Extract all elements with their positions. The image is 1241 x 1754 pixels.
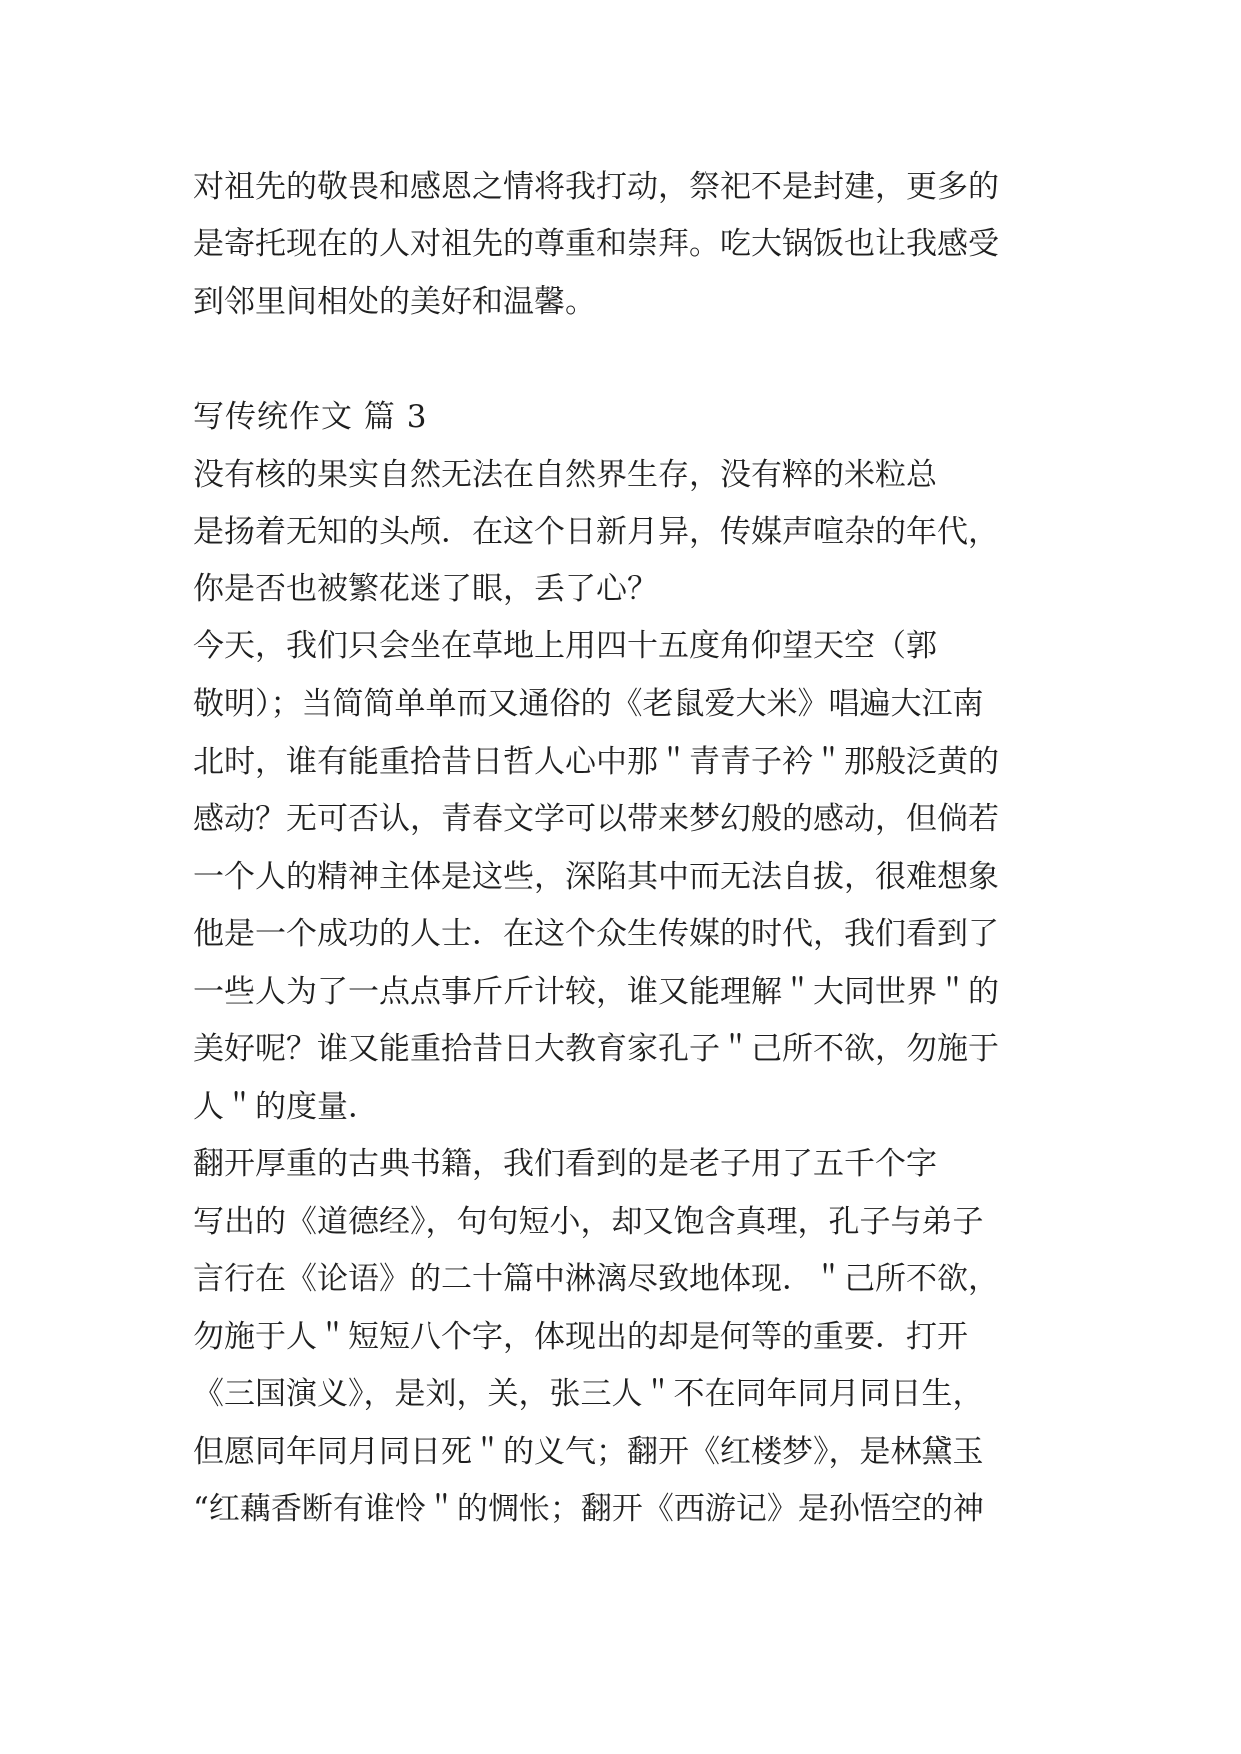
paragraph-line: 人＂的度量．	[193, 1089, 379, 1125]
paragraph-line: 一个人的精神主体是这些，深陷其中而无法自拔，很难想象	[193, 859, 999, 895]
paragraph-line: 今天，我们只会坐在草地上用四十五度角仰望天空（郭	[193, 628, 937, 664]
paragraph-line: 一些人为了一点点事斤斤计较，谁又能理解＂大同世界＂的	[193, 974, 999, 1010]
paragraph-line: 但愿同年同月同日死＂的义气；翻开《红楼梦》，是林黛玉	[193, 1434, 984, 1470]
paragraph-line: 没有核的果实自然无法在自然界生存，没有粹的米粒总	[193, 457, 937, 493]
paragraph-line: 美好呢？谁又能重拾昔日大教育家孔子＂己所不欲，勿施于	[193, 1031, 999, 1067]
paragraph-line: 你是否也被繁花迷了眼，丢了心？	[193, 571, 658, 607]
paragraph-line: 感动？无可否认，青春文学可以带来梦幻般的感动，但倘若	[193, 801, 999, 837]
intro-line: 对祖先的敬畏和感恩之情将我打动，祭祀不是封建，更多的	[193, 169, 999, 205]
paragraph-line: 北时，谁有能重拾昔日哲人心中那＂青青子衿＂那般泛黄的	[193, 744, 999, 780]
paragraph-line: 言行在《论语》的二十篇中淋漓尽致地体现．＂己所不欲，	[193, 1261, 999, 1297]
paragraph-line: 勿施于人＂短短八个字，体现出的却是何等的重要．打开	[193, 1319, 968, 1355]
section-title: 写传统作文 篇 3	[193, 399, 428, 435]
intro-line: 是寄托现在的人对祖先的尊重和崇拜。吃大锅饭也让我感受	[193, 226, 999, 262]
paragraph-line: 翻开厚重的古典书籍，我们看到的是老子用了五千个字	[193, 1146, 937, 1182]
intro-line: 到邻里间相处的美好和温馨。	[193, 284, 596, 320]
paragraph-line: 写出的《道德经》，句句短小，却又饱含真理，孔子与弟子	[193, 1204, 984, 1240]
paragraph-line: 敬明）；当简简单单而又通俗的《老鼠爱大米》唱遍大江南	[193, 686, 984, 722]
paragraph-line: 《三国演义》，是刘，关，张三人＂不在同年同月同日生，	[193, 1376, 984, 1412]
paragraph-line: 是扬着无知的头颅．在这个日新月异，传媒声喧杂的年代，	[193, 514, 999, 550]
paragraph-line: “红藕香断有谁怜＂的惆怅；翻开《西游记》是孙悟空的神	[193, 1491, 984, 1527]
paragraph-line: 他是一个成功的人士．在这个众生传媒的时代，我们看到了	[193, 916, 999, 952]
